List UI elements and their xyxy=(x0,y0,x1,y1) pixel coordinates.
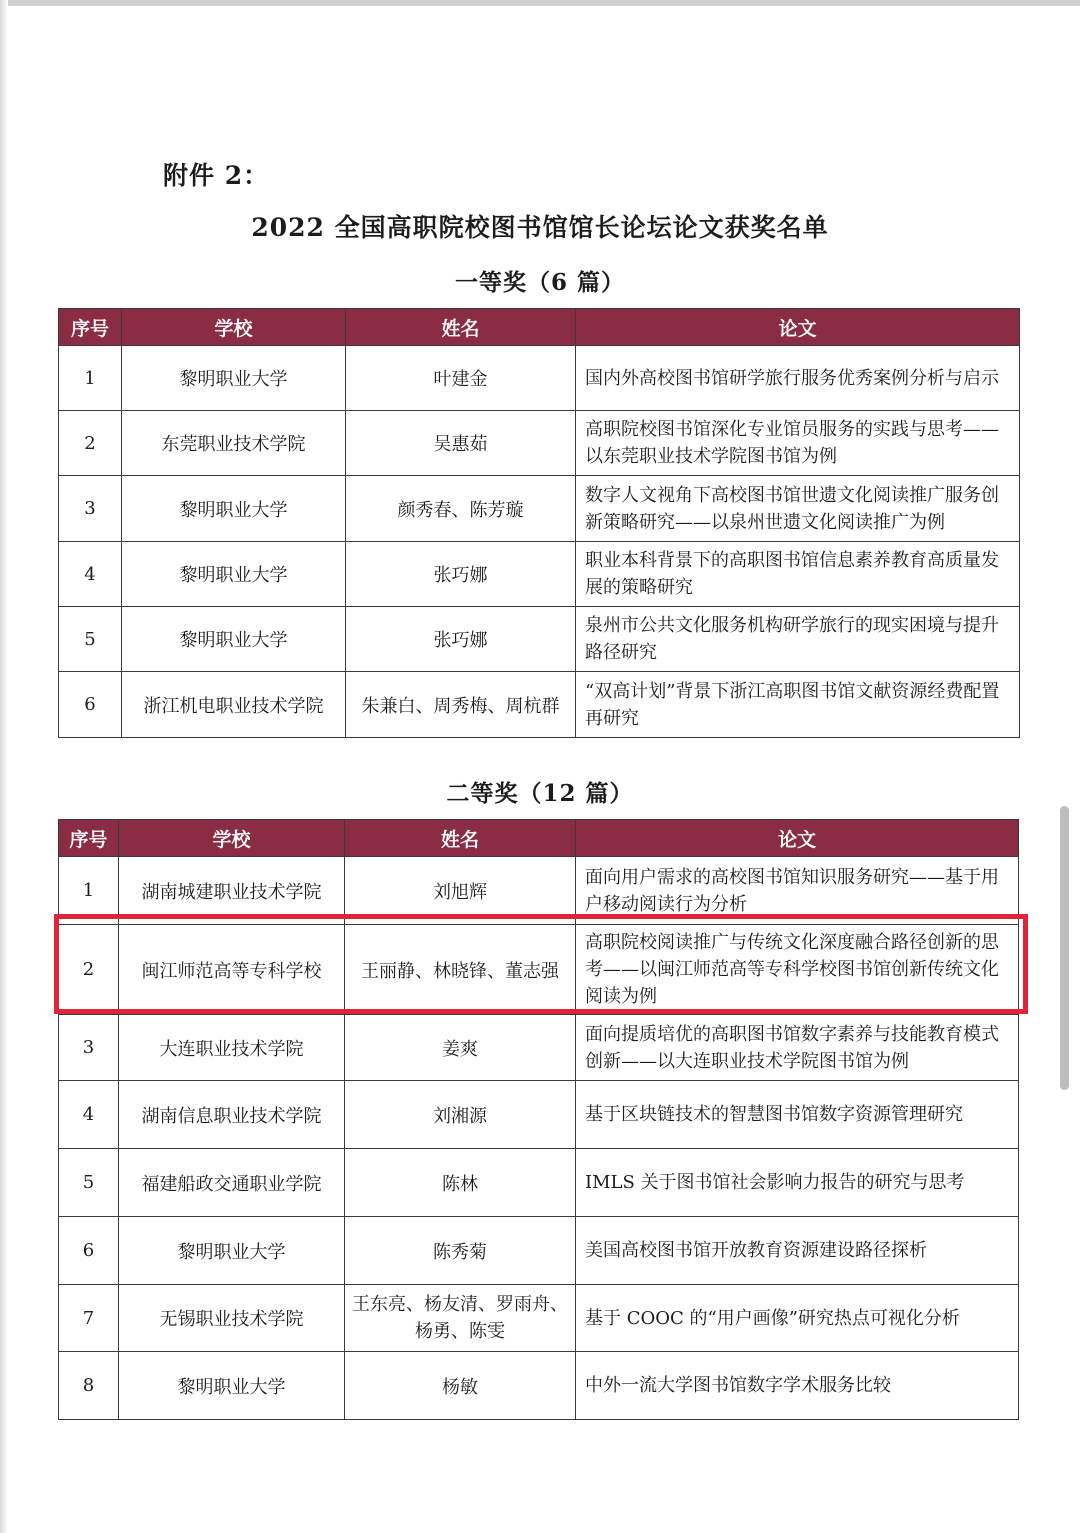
table-row xyxy=(59,1217,1019,1285)
row-school: 黎明职业大学 xyxy=(119,1352,345,1420)
row-school: 黎明职业大学 xyxy=(119,1217,345,1285)
row-school: 湖南信息职业技术学院 xyxy=(119,1081,345,1149)
col-header-names: 姓名 xyxy=(346,309,576,346)
row-no: 1 xyxy=(59,346,122,411)
row-no: 2 xyxy=(59,411,122,476)
col-header-school: 学校 xyxy=(119,820,345,857)
row-school: 无锡职业技术学院 xyxy=(119,1285,345,1352)
table-row xyxy=(59,672,1020,738)
row-paper: 基于 COOC 的“用户画像”研究热点可视化分析 xyxy=(576,1285,1019,1352)
row-no: 4 xyxy=(59,1081,119,1149)
row-no: 4 xyxy=(59,542,122,607)
row-names: 姜爽 xyxy=(345,1015,576,1081)
row-paper: 数字人文视角下高校图书馆世遗文化阅读推广服务创新策略研究——以泉州世遗文化阅读推广为例 xyxy=(576,476,1020,542)
row-school: 福建船政交通职业学院 xyxy=(119,1149,345,1217)
row-names: 颜秀春、陈芳璇 xyxy=(346,476,576,542)
row-school: 黎明职业大学 xyxy=(122,607,346,672)
attachment-label: 附件 2： xyxy=(163,161,270,190)
row-school: 黎明职业大学 xyxy=(122,542,346,607)
row-no: 5 xyxy=(59,1149,119,1217)
row-names: 杨敏 xyxy=(345,1352,576,1420)
row-school: 黎明职业大学 xyxy=(122,346,346,411)
table-header-row xyxy=(59,820,1019,857)
row-names: 朱兼白、周秀梅、周杭群 xyxy=(346,672,576,738)
col-header-names: 姓名 xyxy=(345,820,576,857)
row-names: 刘湘源 xyxy=(345,1081,576,1149)
row-no: 1 xyxy=(59,857,119,925)
row-no: 3 xyxy=(59,476,122,542)
table-row xyxy=(59,1015,1019,1081)
row-names: 张巧娜 xyxy=(346,542,576,607)
row-names: 叶建金 xyxy=(346,346,576,411)
row-paper: 国内外高校图书馆研学旅行服务优秀案例分析与启示 xyxy=(576,346,1020,411)
table-row xyxy=(59,607,1020,672)
row-paper: 中外一流大学图书馆数字学术服务比较 xyxy=(576,1352,1019,1420)
first-prize-title: 一等奖（6 篇） xyxy=(454,269,625,296)
col-header-no: 序号 xyxy=(59,309,122,346)
col-header-school: 学校 xyxy=(122,309,346,346)
row-paper: 职业本科背景下的高职图书馆信息素养教育高质量发展的策略研究 xyxy=(576,542,1020,607)
table-row xyxy=(59,542,1020,607)
col-header-paper: 论文 xyxy=(576,309,1020,346)
table-row xyxy=(59,1081,1019,1149)
table-row xyxy=(59,411,1020,476)
row-names: 王东亮、杨友清、罗雨舟、杨勇、陈雯 xyxy=(345,1285,576,1352)
row-names: 张巧娜 xyxy=(346,607,576,672)
row-names: 陈林 xyxy=(345,1149,576,1217)
row-names: 刘旭辉 xyxy=(345,857,576,925)
table-row xyxy=(59,1149,1019,1217)
second-prize-table xyxy=(58,819,1019,1420)
table-row xyxy=(59,1352,1019,1420)
row-paper: 高职院校图书馆深化专业馆员服务的实践与思考——以东莞职业技术学院图书馆为例 xyxy=(576,411,1020,476)
row-paper: 美国高校图书馆开放教育资源建设路径探析 xyxy=(576,1217,1019,1285)
table-row xyxy=(59,1285,1019,1352)
row-names: 吴惠茹 xyxy=(346,411,576,476)
second-prize-title: 二等奖（12 篇） xyxy=(446,780,634,807)
row-paper: 高职院校阅读推广与传统文化深度融合路径创新的思考——以闽江师范高等专科学校图书馆创新传统文化阅读为例 xyxy=(576,925,1019,1015)
row-no: 6 xyxy=(59,1217,119,1285)
col-header-no: 序号 xyxy=(59,820,119,857)
row-names: 陈秀菊 xyxy=(345,1217,576,1285)
row-school: 湖南城建职业技术学院 xyxy=(119,857,345,925)
row-school: 大连职业技术学院 xyxy=(119,1015,345,1081)
page-title: 2022 全国高职院校图书馆馆长论坛论文获奖名单 xyxy=(251,213,829,242)
first-prize-table xyxy=(58,308,1020,738)
row-names: 王丽静、林晓锋、董志强 xyxy=(345,925,576,1015)
table-row xyxy=(59,476,1020,542)
row-paper: 面向提质培优的高职图书馆数字素养与技能教育模式创新——以大连职业技术学院图书馆为例 xyxy=(576,1015,1019,1081)
row-paper: IMLS 关于图书馆社会影响力报告的研究与思考 xyxy=(576,1149,1019,1217)
row-paper: 基于区块链技术的智慧图书馆数字资源管理研究 xyxy=(576,1081,1019,1149)
row-no: 7 xyxy=(59,1285,119,1352)
row-paper: 泉州市公共文化服务机构研学旅行的现实困境与提升路径研究 xyxy=(576,607,1020,672)
row-no: 3 xyxy=(59,1015,119,1081)
row-school: 黎明职业大学 xyxy=(122,476,346,542)
row-school: 浙江机电职业技术学院 xyxy=(122,672,346,738)
row-no: 6 xyxy=(59,672,122,738)
col-header-paper: 论文 xyxy=(576,820,1019,857)
row-no: 2 xyxy=(59,925,119,1015)
row-school: 东莞职业技术学院 xyxy=(122,411,346,476)
table-header-row xyxy=(59,309,1020,346)
row-no: 5 xyxy=(59,607,122,672)
row-paper: “双高计划”背景下浙江高职图书馆文献资源经费配置再研究 xyxy=(576,672,1020,738)
table-row xyxy=(59,346,1020,411)
page-top-edge xyxy=(0,0,1080,6)
row-school: 闽江师范高等专科学校 xyxy=(119,925,345,1015)
vertical-scrollbar[interactable] xyxy=(1060,806,1069,1090)
row-paper: 面向用户需求的高校图书馆知识服务研究——基于用户移动阅读行为分析 xyxy=(576,857,1019,925)
row-no: 8 xyxy=(59,1352,119,1420)
red-highlight-box xyxy=(54,914,1028,1014)
